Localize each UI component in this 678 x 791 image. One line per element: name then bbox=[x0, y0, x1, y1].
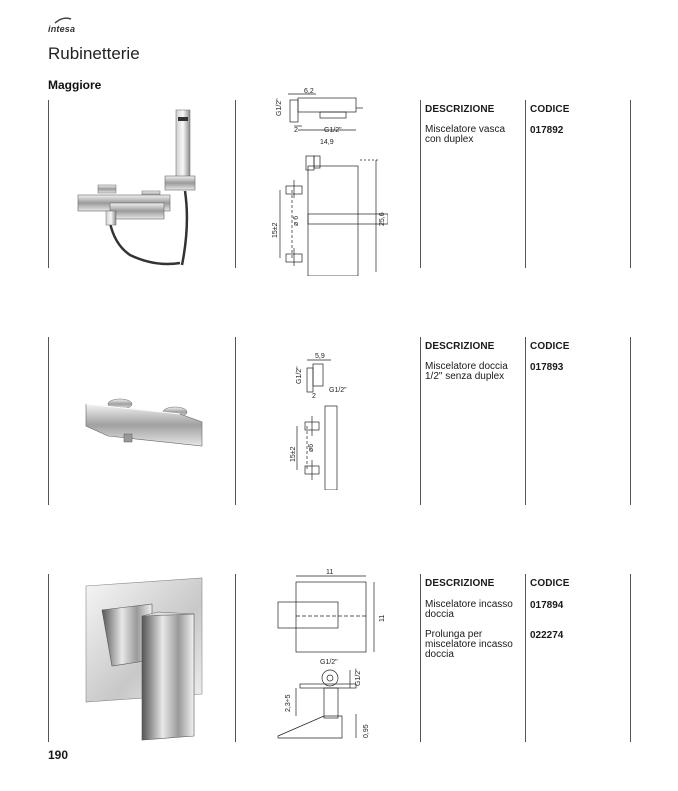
dim-depth: 2,3÷5 bbox=[285, 694, 292, 712]
technical-drawing-concealed-mixer bbox=[270, 566, 390, 742]
column-header-description: DESCRIZIONE bbox=[425, 104, 495, 115]
divider bbox=[48, 100, 49, 268]
column-header-description: DESCRIZIONE bbox=[425, 578, 495, 589]
column-header-description: DESCRIZIONE bbox=[425, 341, 495, 352]
divider bbox=[420, 100, 421, 268]
dim-top-width: 6,2 bbox=[304, 88, 314, 95]
divider bbox=[630, 574, 631, 742]
dim-height: 25,6 bbox=[379, 212, 386, 226]
dim-offset: 2 bbox=[312, 393, 316, 400]
column-header-code: CODICE bbox=[530, 341, 570, 352]
product-code: 017892 bbox=[530, 125, 564, 136]
brand-logo: intesa bbox=[48, 24, 76, 34]
divider bbox=[525, 100, 526, 268]
divider bbox=[630, 337, 631, 505]
divider bbox=[235, 100, 236, 268]
technical-drawing-shower-mixer bbox=[285, 350, 365, 490]
divider bbox=[525, 337, 526, 505]
dim-height: 11 bbox=[379, 614, 386, 622]
divider bbox=[48, 574, 49, 742]
product-description: Miscelatore incasso doccia bbox=[425, 599, 513, 620]
dim-thread-top: G1/2" bbox=[296, 366, 303, 384]
product-description: Prolunga per miscelatore incasso doccia bbox=[425, 629, 513, 660]
dim-top-width: 5,9 bbox=[315, 353, 325, 360]
dim-thread-top: G1/2" bbox=[320, 659, 338, 666]
product-photo-bath-mixer bbox=[70, 105, 210, 270]
technical-drawing-bath-mixer bbox=[268, 86, 388, 276]
dim-diameter: ø 6 bbox=[293, 215, 300, 226]
divider bbox=[235, 574, 236, 742]
product-code: 022274 bbox=[530, 630, 564, 641]
page-number: 190 bbox=[48, 748, 69, 762]
dim-offset: 2 bbox=[294, 127, 298, 134]
product-code: 017894 bbox=[530, 600, 564, 611]
dim-thread-side: G1/2" bbox=[329, 387, 347, 394]
divider bbox=[235, 337, 236, 505]
dim-thread-side: G1/2" bbox=[324, 127, 342, 134]
dim-centers: 15±2 bbox=[290, 446, 297, 462]
divider bbox=[630, 100, 631, 268]
section-title: Maggiore bbox=[48, 78, 102, 92]
column-header-code: CODICE bbox=[530, 104, 570, 115]
product-description: Miscelatore vasca con duplex bbox=[425, 124, 506, 145]
product-photo-shower-mixer bbox=[80, 390, 210, 450]
dim-centers: 15±2 bbox=[272, 222, 279, 238]
dim-width: 11 bbox=[326, 569, 334, 576]
divider bbox=[48, 337, 49, 505]
column-header-code: CODICE bbox=[530, 578, 570, 589]
product-photo-concealed-mixer bbox=[82, 576, 210, 742]
page-title: Rubinetterie bbox=[48, 44, 140, 63]
dim-diameter: ø6 bbox=[308, 443, 315, 452]
dim-length: 14,9 bbox=[320, 139, 334, 146]
dim-thread-side: G1/2" bbox=[355, 668, 362, 686]
dim-offset: 0,95 bbox=[363, 724, 370, 738]
divider bbox=[420, 337, 421, 505]
divider bbox=[525, 574, 526, 742]
product-description: Miscelatore doccia 1/2" senza duplex bbox=[425, 361, 508, 382]
dim-thread-top: G1/2" bbox=[276, 98, 283, 116]
product-code: 017893 bbox=[530, 362, 564, 373]
divider bbox=[420, 574, 421, 742]
